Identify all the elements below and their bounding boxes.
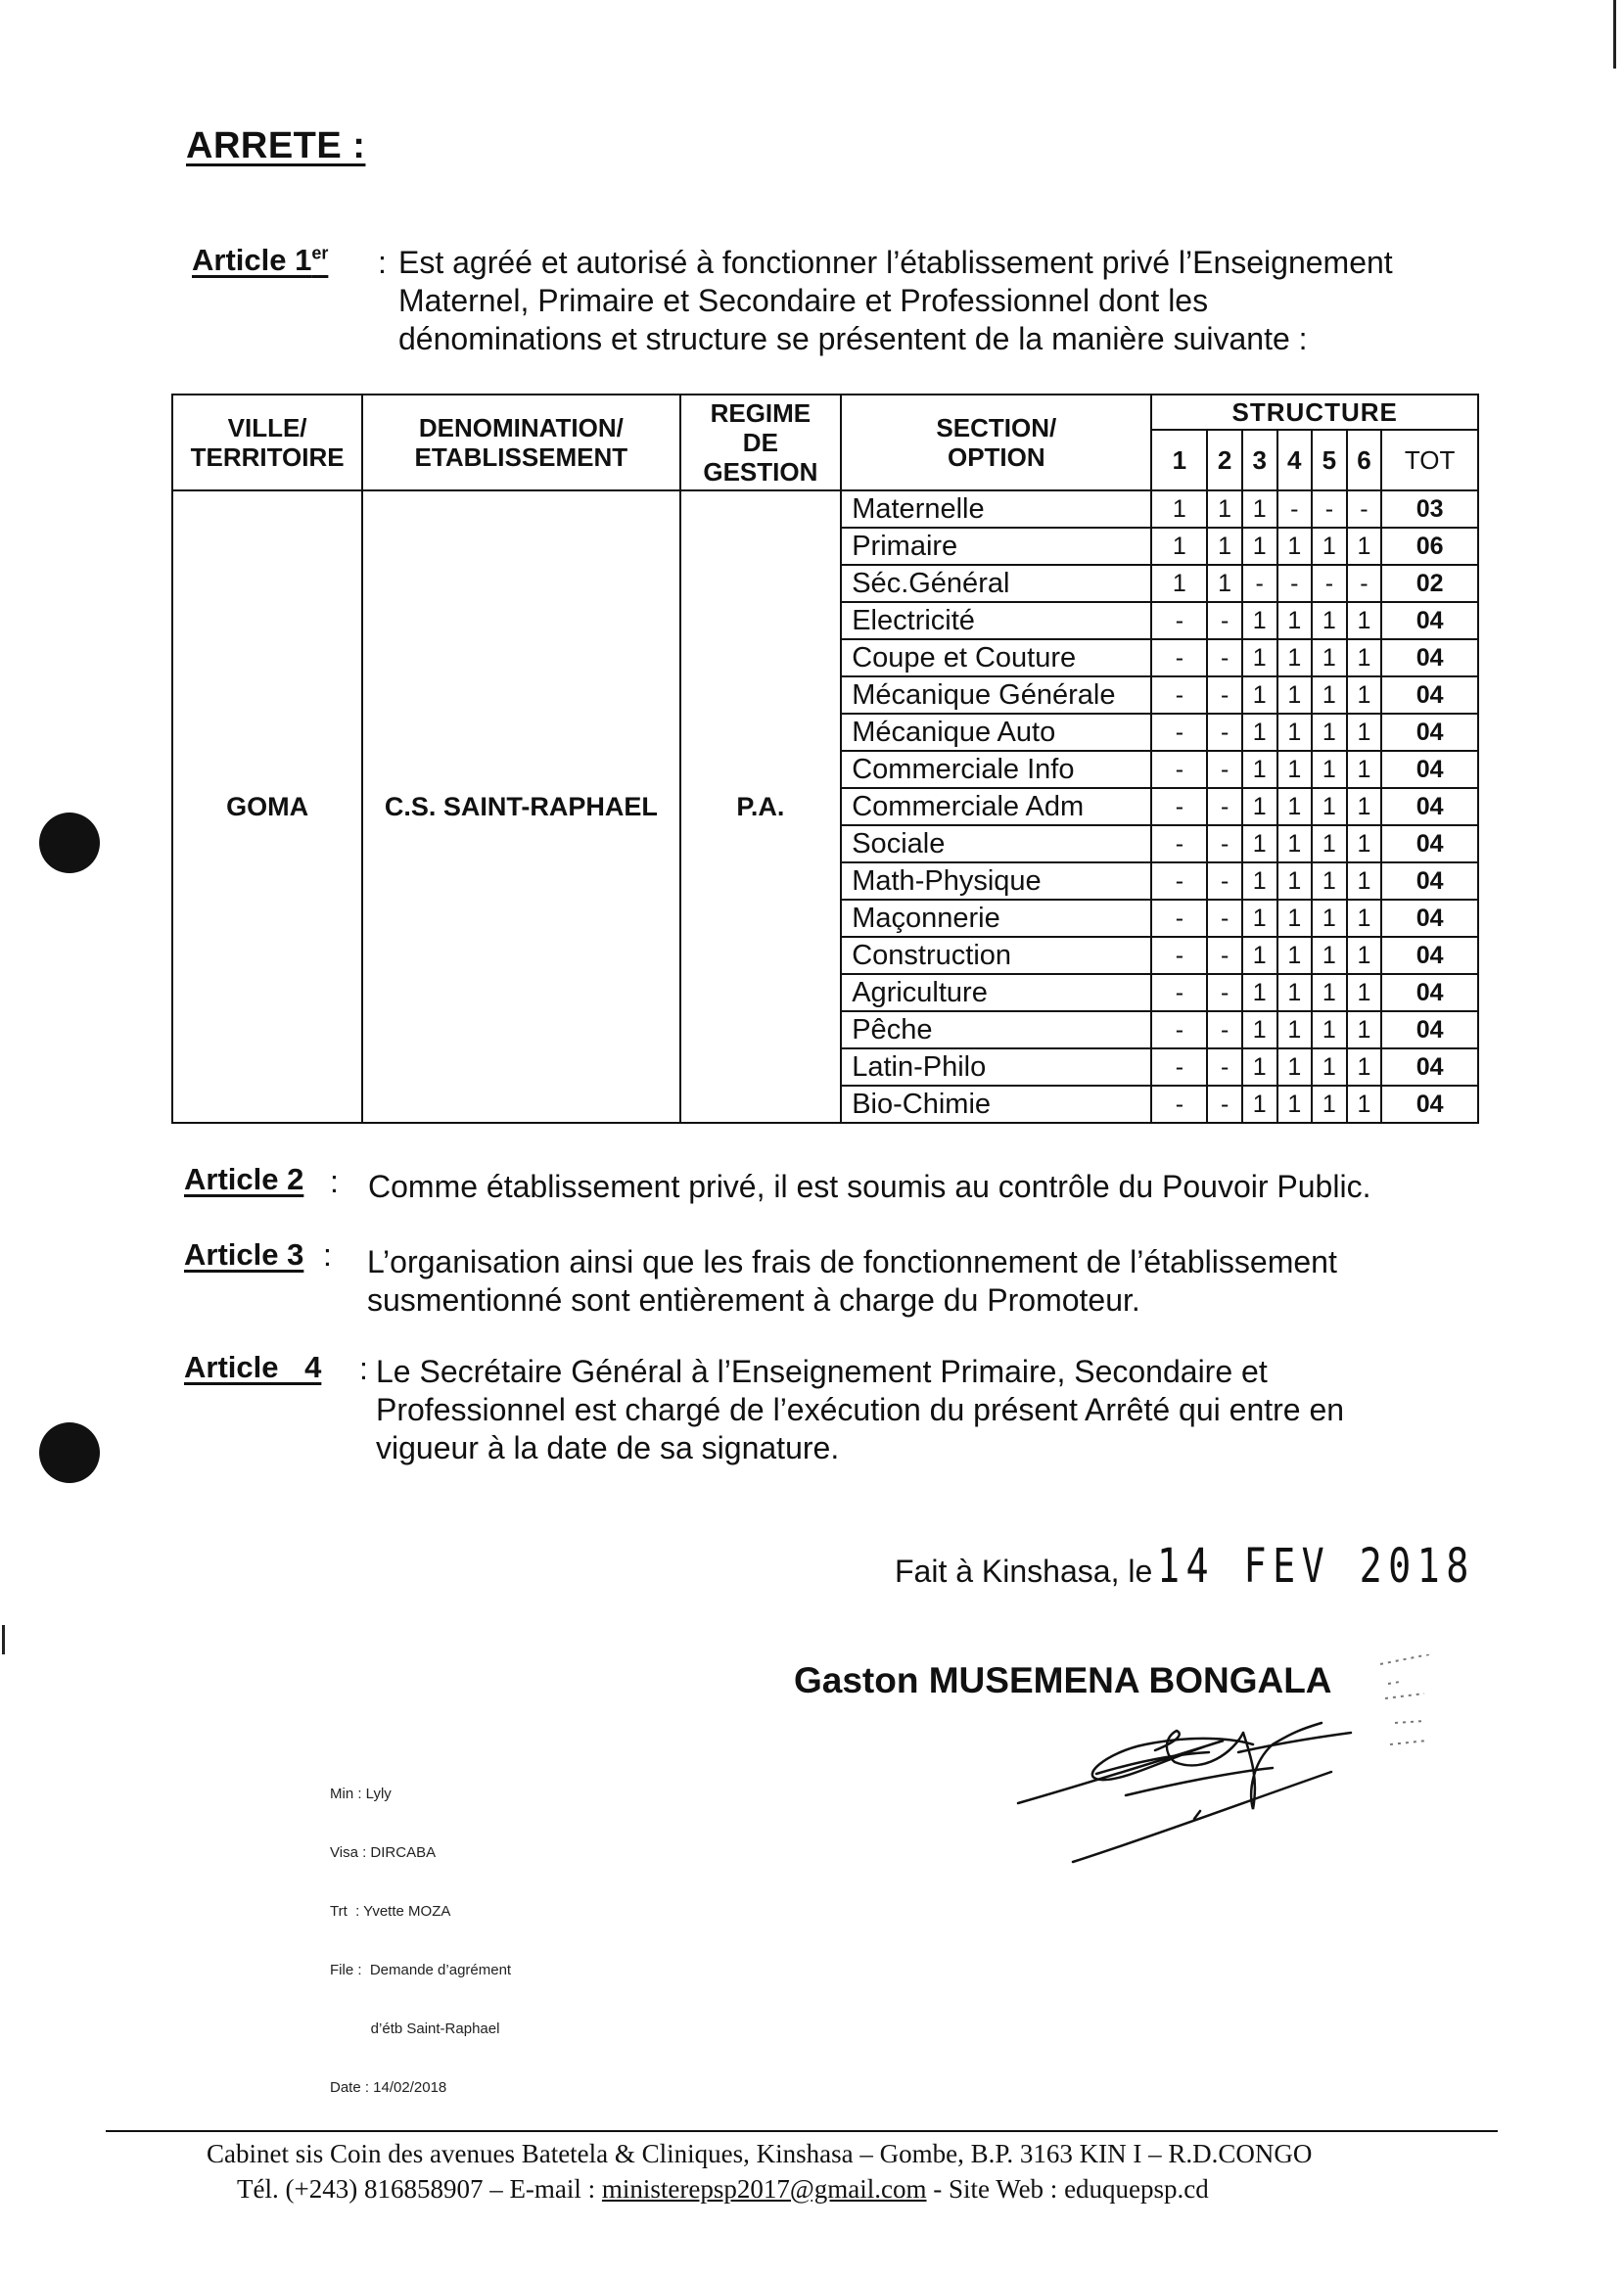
- cell-total: 04: [1381, 639, 1478, 676]
- header-year-5: 5: [1312, 430, 1347, 490]
- cell-option: Maternelle: [841, 490, 1151, 528]
- cell-year-4: 1: [1277, 751, 1313, 788]
- article-1-colon: :: [378, 245, 387, 280]
- cell-ville: GOMA: [172, 490, 362, 1123]
- article-3-line: L’organisation ainsi que les frais de fonctionnement de l’établissement: [367, 1244, 1337, 1279]
- cell-year-2: -: [1207, 825, 1242, 862]
- footer-rule: [106, 2130, 1498, 2132]
- cell-year-4: 1: [1277, 937, 1313, 974]
- trail-line: File : Demande d’agrément: [330, 1962, 512, 1978]
- cell-year-4: 1: [1277, 639, 1313, 676]
- cell-year-4: -: [1277, 490, 1313, 528]
- header-year-6: 6: [1347, 430, 1382, 490]
- article-4-line: Le Secrétaire Général à l’Enseignement Primaire, Secondaire et: [376, 1354, 1268, 1389]
- cell-year-5: 1: [1312, 900, 1347, 937]
- cell-year-1: -: [1151, 825, 1207, 862]
- cell-total: 04: [1381, 676, 1478, 714]
- cell-year-4: 1: [1277, 1048, 1313, 1086]
- trail-line: Min : Lyly: [330, 1786, 392, 1802]
- cell-year-2: -: [1207, 974, 1242, 1011]
- article-3-text: [367, 1243, 1473, 1320]
- cell-year-2: -: [1207, 602, 1242, 639]
- article-3-line: susmentionné sont entièrement à charge du Promoteur.: [367, 1282, 1140, 1318]
- cell-year-6: 1: [1347, 602, 1382, 639]
- article-1-line: Maternel, Primaire et Secondaire et Professionnel dont les: [398, 283, 1209, 318]
- cell-year-5: 1: [1312, 1086, 1347, 1123]
- cell-year-1: 1: [1151, 490, 1207, 528]
- header-denomination: DENOMINATION/ ETABLISSEMENT: [362, 395, 679, 490]
- cell-year-5: 1: [1312, 825, 1347, 862]
- cell-year-3: 1: [1242, 862, 1277, 900]
- cell-year-6: -: [1347, 490, 1382, 528]
- footer-address: Cabinet sis Coin des avenues Batetela & Cliniques, Kinshasa – Gombe, B.P. 3163 KIN I – R.D.CONGO: [207, 2139, 1313, 2168]
- cell-year-2: -: [1207, 1011, 1242, 1048]
- article-1-text: [398, 244, 1465, 358]
- trail-line: Date : 14/02/2018: [330, 2079, 447, 2096]
- article-1-label-text: Article 1: [192, 243, 312, 277]
- cell-total: 04: [1381, 900, 1478, 937]
- scan-mark-right: [1613, 0, 1616, 69]
- cell-year-1: -: [1151, 900, 1207, 937]
- article-4-label: Article 4: [184, 1350, 322, 1384]
- article-4-colon: :: [359, 1351, 368, 1386]
- cell-year-2: -: [1207, 1048, 1242, 1086]
- article-4-text: [376, 1353, 1462, 1467]
- cell-year-3: 1: [1242, 825, 1277, 862]
- cell-year-1: 1: [1151, 528, 1207, 565]
- cell-year-4: 1: [1277, 528, 1313, 565]
- cell-year-2: -: [1207, 1086, 1242, 1123]
- cell-year-3: 1: [1242, 900, 1277, 937]
- cell-year-3: 1: [1242, 676, 1277, 714]
- cell-total: 04: [1381, 714, 1478, 751]
- cell-year-4: 1: [1277, 1011, 1313, 1048]
- cell-total: 04: [1381, 825, 1478, 862]
- cell-year-3: 1: [1242, 639, 1277, 676]
- cell-year-5: -: [1312, 490, 1347, 528]
- article-1-label: [192, 243, 328, 278]
- cell-year-3: 1: [1242, 937, 1277, 974]
- cell-year-3: 1: [1242, 751, 1277, 788]
- cell-year-3: 1: [1242, 528, 1277, 565]
- cell-year-6: 1: [1347, 900, 1382, 937]
- cell-year-1: -: [1151, 1086, 1207, 1123]
- header-regime: REGIME DE GESTION: [680, 395, 842, 490]
- header-structure: STRUCTURE: [1151, 395, 1478, 430]
- cell-year-4: -: [1277, 565, 1313, 602]
- cell-year-5: 1: [1312, 974, 1347, 1011]
- header-total: TOT: [1381, 430, 1478, 490]
- cell-year-6: 1: [1347, 639, 1382, 676]
- cell-year-1: -: [1151, 602, 1207, 639]
- cell-year-4: 1: [1277, 862, 1313, 900]
- footer-email-link[interactable]: ministerepsp2017@gmail.com: [601, 2174, 927, 2204]
- cell-year-2: -: [1207, 751, 1242, 788]
- cell-year-4: 1: [1277, 788, 1313, 825]
- cell-option: Latin-Philo: [841, 1048, 1151, 1086]
- cell-total: 04: [1381, 974, 1478, 1011]
- signing-place: Fait à Kinshasa, le: [895, 1554, 1153, 1589]
- cell-year-1: -: [1151, 714, 1207, 751]
- date-stamp: 14 FEV 2018: [1156, 1539, 1475, 1594]
- header-year-1: 1: [1151, 430, 1207, 490]
- header-year-2: 2: [1207, 430, 1242, 490]
- cell-year-3: 1: [1242, 1011, 1277, 1048]
- cell-year-1: -: [1151, 937, 1207, 974]
- cell-year-3: 1: [1242, 1086, 1277, 1123]
- cell-option: Coupe et Couture: [841, 639, 1151, 676]
- cell-year-1: -: [1151, 1048, 1207, 1086]
- article-4-line: vigueur à la date de sa signature.: [376, 1430, 840, 1465]
- cell-total: 04: [1381, 751, 1478, 788]
- signing-place-date: [895, 1539, 1554, 1594]
- cell-year-4: 1: [1277, 900, 1313, 937]
- signatory-name: Gaston MUSEMENA BONGALA: [794, 1660, 1332, 1700]
- article-2-label: Article 2: [184, 1162, 304, 1196]
- cell-year-6: 1: [1347, 1048, 1382, 1086]
- cell-year-3: 1: [1242, 1048, 1277, 1086]
- cell-year-1: -: [1151, 639, 1207, 676]
- cell-option: Bio-Chimie: [841, 1086, 1151, 1123]
- article-3-label: Article 3: [184, 1237, 304, 1272]
- cell-year-5: 1: [1312, 1011, 1347, 1048]
- article-1-line: dénominations et structure se présentent de la manière suivante :: [398, 321, 1308, 356]
- cell-year-4: 1: [1277, 825, 1313, 862]
- scan-mark-left: [2, 1625, 5, 1654]
- cell-year-3: 1: [1242, 602, 1277, 639]
- cell-year-1: -: [1151, 1011, 1207, 1048]
- cell-option: Commerciale Adm: [841, 788, 1151, 825]
- cell-year-2: -: [1207, 900, 1242, 937]
- cell-year-6: 1: [1347, 751, 1382, 788]
- cell-year-5: 1: [1312, 788, 1347, 825]
- punch-hole-lower: [39, 1422, 100, 1483]
- article-4-line: Professionnel est chargé de l’exécution du présent Arrêté qui entre en: [376, 1392, 1345, 1427]
- cell-year-5: 1: [1312, 714, 1347, 751]
- cell-year-2: -: [1207, 714, 1242, 751]
- cell-year-5: 1: [1312, 862, 1347, 900]
- cell-option: Construction: [841, 937, 1151, 974]
- cell-option: Maçonnerie: [841, 900, 1151, 937]
- cell-year-6: 1: [1347, 937, 1382, 974]
- cell-year-1: -: [1151, 974, 1207, 1011]
- article-3-colon: :: [323, 1237, 332, 1273]
- cell-year-4: 1: [1277, 1086, 1313, 1123]
- cell-year-6: 1: [1347, 1086, 1382, 1123]
- cell-year-6: 1: [1347, 974, 1382, 1011]
- cell-year-5: -: [1312, 565, 1347, 602]
- cell-year-5: 1: [1312, 1048, 1347, 1086]
- cell-year-2: 1: [1207, 490, 1242, 528]
- cell-option: Math-Physique: [841, 862, 1151, 900]
- cell-year-1: 1: [1151, 565, 1207, 602]
- cell-year-6: 1: [1347, 825, 1382, 862]
- cell-year-6: 1: [1347, 788, 1382, 825]
- cell-option: Séc.Général: [841, 565, 1151, 602]
- cell-year-6: 1: [1347, 676, 1382, 714]
- cell-year-2: -: [1207, 937, 1242, 974]
- cell-total: 06: [1381, 528, 1478, 565]
- cell-year-1: -: [1151, 751, 1207, 788]
- cell-option: Electricité: [841, 602, 1151, 639]
- article-2-colon: :: [330, 1164, 339, 1199]
- footer-tel: Tél. (+243) 816858907 – E-mail :: [237, 2174, 602, 2204]
- cell-option: Commerciale Info: [841, 751, 1151, 788]
- cell-option: Mécanique Générale: [841, 676, 1151, 714]
- cell-year-2: -: [1207, 676, 1242, 714]
- article-1-line: Est agréé et autorisé à fonctionner l’établissement privé l’Enseignement: [398, 245, 1393, 280]
- cell-total: 04: [1381, 602, 1478, 639]
- cell-year-5: 1: [1312, 639, 1347, 676]
- cell-year-1: -: [1151, 862, 1207, 900]
- article-2-text: Comme établissement privé, il est soumis au contrôle du Pouvoir Public.: [368, 1169, 1371, 1204]
- cell-total: 02: [1381, 565, 1478, 602]
- cell-option: Pêche: [841, 1011, 1151, 1048]
- table-row: [172, 490, 1478, 528]
- cell-year-4: 1: [1277, 676, 1313, 714]
- trail-line: Trt : Yvette MOZA: [330, 1903, 451, 1920]
- cell-option: Agriculture: [841, 974, 1151, 1011]
- cell-year-3: 1: [1242, 714, 1277, 751]
- cell-total: 04: [1381, 1048, 1478, 1086]
- cell-regime: P.A.: [680, 490, 842, 1123]
- cell-year-2: -: [1207, 788, 1242, 825]
- cell-year-5: 1: [1312, 937, 1347, 974]
- cell-year-6: 1: [1347, 528, 1382, 565]
- punch-hole-upper: [39, 813, 100, 873]
- page-heading: ARRETE :: [186, 125, 366, 166]
- cell-year-2: 1: [1207, 565, 1242, 602]
- cell-year-6: 1: [1347, 714, 1382, 751]
- cell-denomination: C.S. SAINT-RAPHAEL: [362, 490, 679, 1123]
- cell-year-3: -: [1242, 565, 1277, 602]
- cell-total: 04: [1381, 788, 1478, 825]
- structure-table: [171, 394, 1479, 1124]
- cell-year-3: 1: [1242, 974, 1277, 1011]
- header-ville: VILLE/ TERRITOIRE: [172, 395, 362, 490]
- cell-option: Sociale: [841, 825, 1151, 862]
- cell-year-1: -: [1151, 676, 1207, 714]
- cell-year-3: 1: [1242, 490, 1277, 528]
- cell-total: 04: [1381, 937, 1478, 974]
- cell-year-4: 1: [1277, 602, 1313, 639]
- cell-option: Mécanique Auto: [841, 714, 1151, 751]
- trail-line: Visa : DIRCABA: [330, 1844, 437, 1861]
- cell-year-2: 1: [1207, 528, 1242, 565]
- cell-year-6: 1: [1347, 1011, 1382, 1048]
- footer-contact: [237, 2171, 1209, 2206]
- header-year-4: 4: [1277, 430, 1313, 490]
- cell-year-6: -: [1347, 565, 1382, 602]
- routing-trail: [330, 1745, 511, 2117]
- header-year-3: 3: [1242, 430, 1277, 490]
- footer-site: - Site Web : eduquepsp.cd: [926, 2174, 1209, 2204]
- cell-year-3: 1: [1242, 788, 1277, 825]
- cell-year-4: 1: [1277, 974, 1313, 1011]
- cell-option: Primaire: [841, 528, 1151, 565]
- stamp-trace: [1370, 1654, 1449, 1762]
- cell-year-5: 1: [1312, 676, 1347, 714]
- cell-year-5: 1: [1312, 751, 1347, 788]
- cell-year-4: 1: [1277, 714, 1313, 751]
- cell-year-5: 1: [1312, 528, 1347, 565]
- cell-year-1: -: [1151, 788, 1207, 825]
- header-section: SECTION/ OPTION: [841, 395, 1151, 490]
- cell-total: 03: [1381, 490, 1478, 528]
- cell-year-6: 1: [1347, 862, 1382, 900]
- cell-total: 04: [1381, 1086, 1478, 1123]
- cell-total: 04: [1381, 862, 1478, 900]
- trail-line: d’étb Saint-Raphael: [330, 2021, 500, 2037]
- cell-year-5: 1: [1312, 602, 1347, 639]
- cell-year-2: -: [1207, 862, 1242, 900]
- cell-year-2: -: [1207, 639, 1242, 676]
- article-1-label-sup: er: [311, 243, 329, 263]
- cell-total: 04: [1381, 1011, 1478, 1048]
